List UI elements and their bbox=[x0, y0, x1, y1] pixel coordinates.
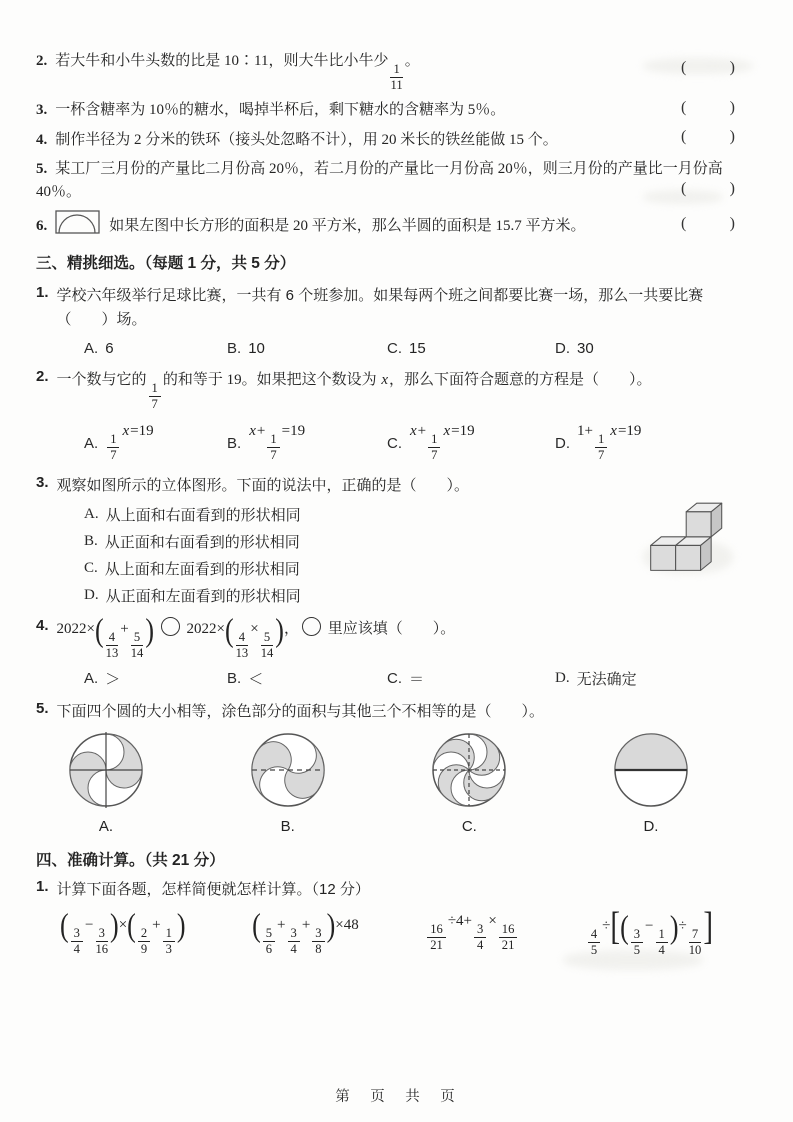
option-b: B. 从正面和右面看到的形状相同 bbox=[84, 533, 300, 552]
pinwheel-solid-cross-figure bbox=[64, 728, 148, 812]
question-text: 学校六年级举行足球比赛，一共有 6 个班参加。如果每两个班之间都要比赛一场，那么一共要比赛（ ）场。 bbox=[56, 286, 704, 329]
circle-figure-b bbox=[238, 728, 338, 835]
circle-label: D. bbox=[643, 818, 659, 836]
question-number: 6. bbox=[36, 218, 48, 235]
cube-stack-figure bbox=[643, 482, 739, 582]
section-3-title: 三、精挑细选。（每题 1 分，共 5 分） bbox=[36, 254, 296, 272]
option-d: D. 1+ $\frac{1}{7}$ x=19 bbox=[555, 423, 642, 463]
question-number: 1. bbox=[36, 283, 49, 301]
answer-bracket: ( ) bbox=[681, 180, 735, 198]
page-content bbox=[36, 50, 741, 958]
expression-3: $\frac{16}{21}$ ÷4+ $\frac{3}{4}$ × $\frac{16}{21}$ bbox=[425, 913, 519, 952]
calc-question-1 bbox=[36, 878, 741, 957]
options-row bbox=[36, 423, 741, 462]
s-band-dashed-figure bbox=[246, 728, 330, 812]
mc-question-5 bbox=[36, 700, 741, 836]
circle-figures-row bbox=[36, 724, 741, 835]
option-d: D. 30 bbox=[555, 340, 594, 358]
semicircle-in-rectangle-icon bbox=[55, 210, 101, 235]
option-b: B. x+ $\frac{1}{7}$ =19 bbox=[227, 423, 306, 463]
question-text: 如果左图中长方形的面积是 20 平方米，那么半圆的面积是 15.7 平方米。 bbox=[109, 218, 586, 235]
question-number: 4. bbox=[36, 131, 48, 148]
question-text: 制作半径为 2 分米的铁环（接头处忽略不计），用 20 米长的铁丝能做 15 个。 bbox=[55, 131, 558, 148]
options-row bbox=[36, 340, 741, 357]
option-b: B. 10 bbox=[227, 340, 265, 358]
question-text: 下面四个圆的大小相等，涂色部分的面积与其他三个不相等的是（ ）。 bbox=[56, 702, 545, 720]
option-c: C. 从上面和左面看到的形状相同 bbox=[84, 560, 300, 579]
mc-question-2 bbox=[36, 368, 741, 462]
page-footer: 第 页 共 页 bbox=[335, 1089, 458, 1105]
question-number: 3. bbox=[36, 102, 48, 119]
question-number: 2. bbox=[36, 53, 48, 69]
expression-1: ( $\frac{3}{4}$ − $\frac{3}{16}$ )×( $\frac{2}{9}$ + $\frac{1}{3}$ ) bbox=[60, 907, 186, 957]
option-c: C. x+ $\frac{1}{7}$ x=19 bbox=[387, 423, 475, 463]
expression-4: $\frac{4}{5}$ ÷[( $\frac{3}{5}$ − $\frac{1}{4}$ )÷ $\frac{7}{10}$ ] bbox=[586, 913, 713, 957]
tf-item-2 bbox=[36, 50, 741, 92]
option-a: A. 从上面和右面看到的形状相同 bbox=[84, 506, 301, 525]
question-number: 1. bbox=[36, 878, 49, 896]
mc-question-3 bbox=[36, 474, 741, 607]
option-d: D. 从正面和左面看到的形状相同 bbox=[84, 587, 301, 606]
tf-item-5 bbox=[36, 158, 741, 203]
question-text: 若大牛和小牛头数的比是 10∶11，则大牛比小牛少 $\frac{1}{11}$ 。 bbox=[55, 53, 420, 93]
circle-label: C. bbox=[461, 818, 477, 836]
true-false-section bbox=[36, 50, 741, 238]
option-a: A. 6 bbox=[84, 340, 114, 358]
mc-question-4 bbox=[36, 611, 741, 688]
question-text: 观察如图所示的立体图形。下面的说法中，正确的是（ ）。 bbox=[56, 476, 470, 494]
question-number: 5. bbox=[36, 161, 48, 178]
question-number: 4. bbox=[36, 617, 49, 635]
tf-item-4 bbox=[36, 129, 741, 152]
option-a: A. ＞ bbox=[84, 669, 121, 688]
circle-label: B. bbox=[280, 818, 295, 836]
answer-bracket: ( ) bbox=[681, 59, 735, 77]
circle-label: A. bbox=[98, 818, 114, 836]
expression-2: ( $\frac{5}{6}$ + $\frac{3}{4}$ + $\frac{3}{8}$ )×48 bbox=[252, 907, 359, 957]
section-4-title: 四、准确计算。（共 21 分） bbox=[36, 852, 225, 870]
tf-item-6 bbox=[36, 210, 741, 238]
options-list bbox=[36, 504, 741, 606]
option-b: B. ＜ bbox=[227, 669, 264, 688]
answer-bracket: ( ) bbox=[681, 214, 735, 232]
tf-item-3 bbox=[36, 99, 741, 122]
question-text: 2022×( $\frac{4}{13}$ + $\frac{5}{14}$ ) 2022×( $\frac{4}{13}$ × $\frac{5}{14}$ )， 里应该填（ ）。 bbox=[56, 611, 456, 661]
options-row bbox=[36, 668, 741, 689]
question-number: 5. bbox=[36, 699, 49, 717]
option-d: D. 无法确定 bbox=[555, 669, 637, 688]
option-c: C. 15 bbox=[387, 340, 426, 358]
answer-bracket: ( ) bbox=[681, 128, 735, 146]
option-a: A. $\frac{1}{7}$ x=19 bbox=[84, 423, 154, 463]
question-text: 一杯含糖率为 10％的糖水，喝掉半杯后，剩下糖水的含糖率为 5％。 bbox=[55, 102, 506, 119]
circle-figure-c bbox=[419, 728, 519, 835]
question-text: 一个数与它的 $\frac{1}{7}$ 的和等于 19。如果把这个数设为 x，那么下面符合题意的方程是（ ）。 bbox=[56, 372, 652, 412]
calc-expressions-row bbox=[36, 903, 741, 957]
pinwheel-dashed-cross-figure bbox=[427, 728, 511, 812]
answer-bracket: ( ) bbox=[681, 98, 735, 116]
circle-figure-a bbox=[56, 728, 156, 835]
half-shaded-circle-figure bbox=[609, 728, 693, 812]
question-number: 2. bbox=[36, 368, 49, 386]
question-text: 某工厂三月份的产量比二月份高 20％，若二月份的产量比一月份高 20％，则三月份的产量比一月份高 40％。 bbox=[36, 161, 727, 200]
option-c: C. ＝ bbox=[387, 669, 425, 688]
question-text: 计算下面各题，怎样简便就怎样计算。（12 分） bbox=[56, 881, 370, 899]
mc-question-1 bbox=[36, 284, 741, 358]
question-number: 3. bbox=[36, 473, 49, 491]
circle-figure-d bbox=[601, 728, 701, 835]
